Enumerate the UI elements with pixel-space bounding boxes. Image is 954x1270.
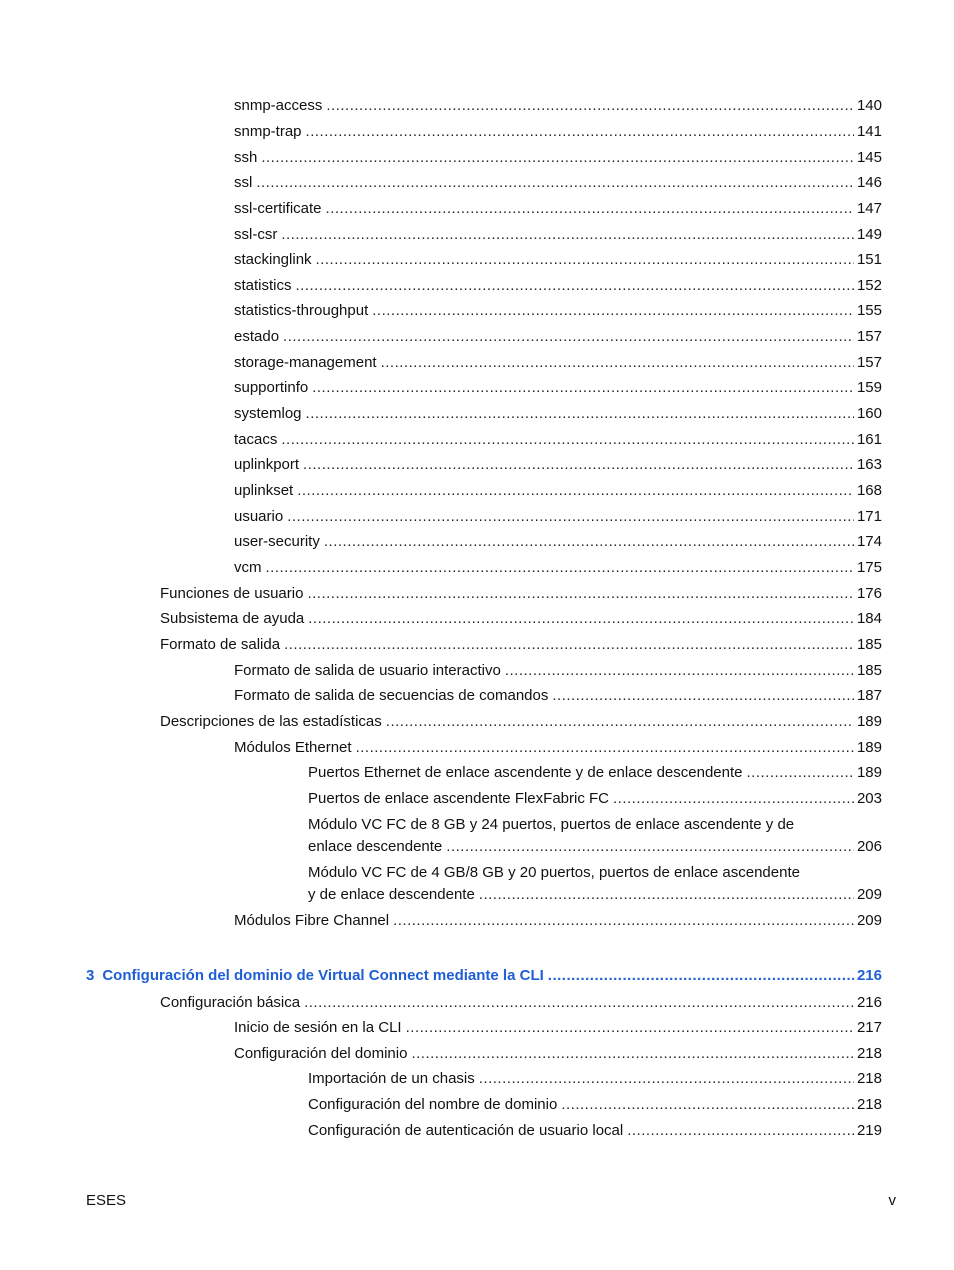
toc-entry-page-number: 174: [856, 533, 882, 550]
toc-entry[interactable]: [234, 1017, 882, 1039]
toc-entry[interactable]: [160, 583, 882, 605]
dot-leader: [283, 326, 854, 348]
toc-entry-page-number: 159: [856, 379, 882, 396]
toc-entry[interactable]: [234, 737, 882, 759]
toc-entry[interactable]: [234, 910, 882, 932]
toc-entry[interactable]: [234, 121, 882, 143]
toc-entry-title: uplinkport: [234, 456, 300, 473]
toc-entry[interactable]: [160, 992, 882, 1014]
dot-leader: [307, 583, 854, 605]
dot-leader: [393, 910, 854, 932]
toc-entry-title: Descripciones de las estadísticas: [160, 713, 382, 730]
toc-entry[interactable]: [234, 480, 882, 502]
dot-leader: [303, 454, 854, 476]
dot-leader: [548, 965, 854, 987]
dot-leader: [304, 992, 854, 1014]
toc-entry-title: Configuración del nombre de dominio: [308, 1096, 558, 1113]
dot-leader: [266, 557, 854, 579]
toc-entry-page-number: 184: [856, 610, 882, 627]
dot-leader: [381, 352, 854, 374]
dot-leader: [281, 224, 854, 246]
toc-entry[interactable]: [234, 429, 882, 451]
toc-entry[interactable]: [308, 1094, 882, 1116]
toc-entry-page-number: 209: [856, 912, 882, 929]
dot-leader: [479, 1068, 854, 1090]
toc-entry-page-number: 176: [856, 585, 882, 602]
toc-entry-title: snmp-access: [234, 97, 323, 114]
dot-leader: [256, 172, 854, 194]
toc-entry-page-number: 216: [856, 994, 882, 1011]
dot-leader: [281, 429, 854, 451]
toc-entry-page-number: 185: [856, 662, 882, 679]
toc-entry[interactable]: [160, 711, 882, 733]
toc-entry-title: Inicio de sesión en la CLI: [234, 1019, 402, 1036]
toc-entry-page-number: 152: [856, 277, 882, 294]
toc-entry-page-number: 189: [856, 739, 882, 756]
toc-entry-title: y de enlace descendente: [308, 886, 475, 903]
dot-leader: [284, 634, 854, 656]
dot-leader: [316, 249, 854, 271]
toc-entry-page-number: 185: [856, 636, 882, 653]
toc-entry[interactable]: [234, 326, 882, 348]
toc-entry-title: ssl-certificate: [234, 200, 322, 217]
toc-entry[interactable]: [234, 531, 882, 553]
toc-entry-title: Configuración básica: [160, 994, 301, 1011]
toc-entry-title: Importación de un chasis: [308, 1070, 475, 1087]
toc-entry-page-number: 145: [856, 149, 882, 166]
toc-entry-page-number: 218: [856, 1070, 882, 1087]
toc-entry-page-number: 163: [856, 456, 882, 473]
dot-leader: [324, 531, 854, 553]
dot-leader: [372, 300, 854, 322]
toc-entry-page-number: 171: [856, 508, 882, 525]
toc-entry-title: ssl: [234, 174, 253, 191]
toc-entry-title: Formato de salida de secuencias de comandos: [234, 687, 549, 704]
toc-entry-page-number: 218: [856, 1096, 882, 1113]
dot-leader: [297, 480, 854, 502]
dot-leader: [561, 1094, 854, 1116]
toc-entry-page-number: 146: [856, 174, 882, 191]
dot-leader: [411, 1043, 854, 1065]
toc-entry[interactable]: [234, 660, 882, 682]
toc-entry-title: Configuración del dominio: [234, 1045, 408, 1062]
toc-entry-page-number: 209: [856, 886, 882, 903]
toc-entry-title: Funciones de usuario: [160, 585, 304, 602]
toc-entry[interactable]: [234, 352, 882, 374]
toc-entry[interactable]: [234, 557, 882, 579]
toc-chapter-entry[interactable]: [86, 965, 882, 987]
toc-entry[interactable]: [234, 685, 882, 707]
toc-entry[interactable]: [234, 198, 882, 220]
toc-entry-title: supportinfo: [234, 379, 309, 396]
toc-entry-page-number: 141: [856, 123, 882, 140]
toc-entry-page-number: 155: [856, 302, 882, 319]
toc-entry-page-number: 149: [856, 226, 882, 243]
dot-leader: [308, 608, 854, 630]
toc-entry[interactable]: [234, 249, 882, 271]
toc-entry-title: Puertos de enlace ascendente FlexFabric FC: [308, 790, 609, 807]
toc-entry[interactable]: [234, 172, 882, 194]
toc-entry-page-number: 140: [856, 97, 882, 114]
toc-entry-page-number: 206: [856, 838, 882, 855]
toc-entry[interactable]: [308, 1068, 882, 1090]
dot-leader: [306, 403, 854, 425]
toc-entry-title: statistics: [234, 277, 292, 294]
dot-leader: [326, 95, 854, 117]
dot-leader: [287, 506, 854, 528]
dot-leader: [261, 147, 854, 169]
toc-entry[interactable]: [308, 762, 882, 784]
dot-leader: [552, 685, 854, 707]
toc-entry-title-line: Módulo VC FC de 8 GB y 24 puertos, puertos de enlace ascendente y de: [308, 816, 795, 833]
toc-entry-title: Subsistema de ayuda: [160, 610, 305, 627]
toc-entry[interactable]: [234, 1043, 882, 1065]
toc-entry-title: Configuración del dominio de Virtual Connect mediante la CLI: [102, 967, 544, 984]
toc-entry-page-number: 151: [856, 251, 882, 268]
toc-entry-title: Formato de salida: [160, 636, 281, 653]
toc-entry[interactable]: [308, 1120, 882, 1142]
toc-entry[interactable]: [234, 147, 882, 169]
toc-entry-page-number: 203: [856, 790, 882, 807]
toc-entry-page-number: 218: [856, 1045, 882, 1062]
toc-entry-title: usuario: [234, 508, 284, 525]
toc-entry[interactable]: [160, 634, 882, 656]
toc-entry[interactable]: [234, 377, 882, 399]
toc-entry-page-number: 157: [856, 328, 882, 345]
toc-entry-title: ssh: [234, 149, 258, 166]
toc-entry-title: statistics-throughput: [234, 302, 369, 319]
toc-entry-title: tacacs: [234, 431, 278, 448]
toc-entry-page-number: 219: [856, 1122, 882, 1139]
toc-entry-title: Configuración de autenticación de usuario local: [308, 1122, 624, 1139]
dot-leader: [627, 1120, 854, 1142]
toc-entry-title: Puertos Ethernet de enlace ascendente y de enlace descendente: [308, 764, 743, 781]
toc-entry-title: stackinglink: [234, 251, 312, 268]
dot-leader: [746, 762, 853, 784]
toc-entry[interactable]: [308, 814, 882, 858]
toc-entry-page-number: 161: [856, 431, 882, 448]
toc-entry-page-number: 175: [856, 559, 882, 576]
toc-entry-page-number: 147: [856, 200, 882, 217]
toc-entry-title-line: Módulo VC FC de 4 GB/8 GB y 20 puertos, puertos de enlace ascendente: [308, 864, 800, 881]
toc-entry-title: enlace descendente: [308, 838, 443, 855]
dot-leader: [406, 1017, 854, 1039]
toc-entry-page-number: 189: [856, 713, 882, 730]
toc-entry-title: Módulos Fibre Channel: [234, 912, 390, 929]
toc-entry-title: snmp-trap: [234, 123, 302, 140]
dot-leader: [613, 788, 854, 810]
toc-entry[interactable]: [234, 224, 882, 246]
toc-entry-title: vcm: [234, 559, 262, 576]
toc-entry[interactable]: [308, 788, 882, 810]
dot-leader: [306, 121, 854, 143]
dot-leader: [326, 198, 854, 220]
toc-entry-page-number: 168: [856, 482, 882, 499]
footer-language-code: ESES: [86, 1192, 127, 1209]
toc-entry-page-number: 187: [856, 687, 882, 704]
toc-entry-page-number: 216: [856, 967, 882, 984]
toc-entry-title: uplinkset: [234, 482, 294, 499]
toc-entry-title: storage-management: [234, 354, 377, 371]
toc-entry[interactable]: [308, 862, 882, 906]
dot-leader: [446, 836, 854, 858]
chapter-number: 3: [86, 967, 95, 984]
toc-entry-title: user-security: [234, 533, 320, 550]
toc-entry-title: Módulos Ethernet: [234, 739, 352, 756]
toc-entry-title: Formato de salida de usuario interactivo: [234, 662, 501, 679]
footer-page-number: v: [888, 1192, 896, 1209]
dot-leader: [479, 884, 854, 906]
toc-entry-page-number: 189: [856, 764, 882, 781]
toc-entry-page-number: 217: [856, 1019, 882, 1036]
dot-leader: [386, 711, 854, 733]
dot-leader: [312, 377, 854, 399]
toc-entry[interactable]: [234, 454, 882, 476]
toc-entry-title: estado: [234, 328, 280, 345]
dot-leader: [296, 275, 854, 297]
dot-leader: [356, 737, 854, 759]
toc-entry-page-number: 157: [856, 354, 882, 371]
toc-entry-page-number: 160: [856, 405, 882, 422]
toc-entry-title: ssl-csr: [234, 226, 278, 243]
toc-entry[interactable]: [160, 608, 882, 630]
toc-entry-title: systemlog: [234, 405, 302, 422]
toc-entry[interactable]: [234, 300, 882, 322]
toc-entry[interactable]: [234, 403, 882, 425]
toc-entry[interactable]: [234, 506, 882, 528]
toc-entry[interactable]: [234, 95, 882, 117]
toc-entry[interactable]: [234, 275, 882, 297]
dot-leader: [505, 660, 854, 682]
